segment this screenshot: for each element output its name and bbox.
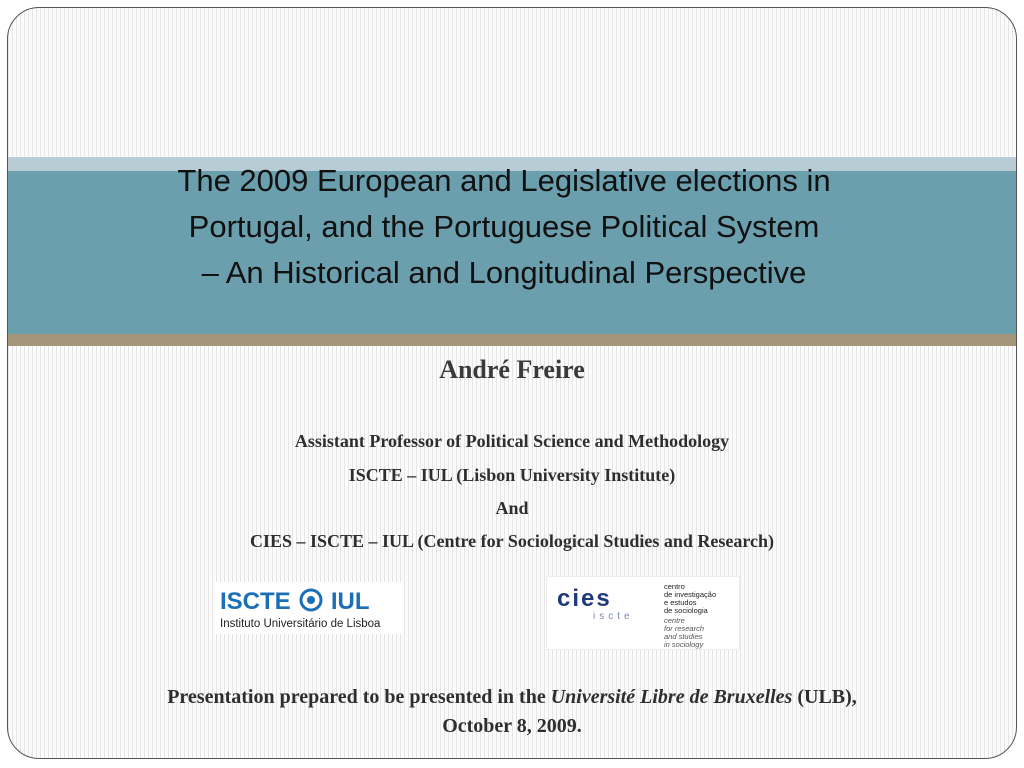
cies-en-line-4: in sociology — [664, 640, 704, 649]
footer-prefix: Presentation prepared to be presented in the — [167, 686, 546, 708]
cies-en-lines — [664, 617, 736, 649]
iscte-logo-word: ISCTE — [220, 588, 291, 615]
cies-en-line-3: and studies — [664, 632, 703, 641]
title-line-1: The 2009 European and Legislative elections in — [177, 163, 831, 198]
presentation-footer — [40, 683, 984, 741]
affiliation-conjunction: And — [495, 498, 529, 518]
footer-institution: Université Libre de Bruxelles — [550, 686, 793, 708]
iscte-iul-logo — [214, 582, 404, 634]
cies-logo-word: cies — [557, 585, 612, 612]
cies-logo-description — [664, 583, 736, 649]
footer-date: October 8, 2009. — [442, 715, 582, 737]
cies-logo-sub: iscte — [593, 611, 634, 622]
cies-pt-line-4: de sociologia — [664, 606, 708, 615]
cies-en-line-1: centre — [664, 616, 685, 625]
affiliation-institute: ISCTE – IUL (Lisbon University Institute) — [348, 465, 676, 485]
slide-title — [60, 158, 948, 296]
title-line-3: – An Historical and Longitudinal Perspective — [201, 255, 807, 290]
footer-line-1 — [40, 683, 984, 712]
cies-logo — [546, 576, 740, 650]
author-name: André Freire — [439, 355, 585, 384]
affiliation-research-centre: CIES – ISCTE – IUL (Centre for Sociological Studies and Research) — [249, 531, 775, 551]
cies-en-line-2: for research — [664, 624, 705, 633]
title-bottom-accent-band — [8, 334, 1016, 346]
cies-pt-line-2: de investigação — [664, 590, 717, 599]
footer-suffix: (ULB), — [797, 686, 857, 708]
iul-logo-word: IUL — [330, 588, 370, 615]
affiliation-position: Assistant Professor of Political Science and Methodology — [294, 431, 730, 451]
iscte-logo-subtitle: Instituto Universitário de Lisboa — [220, 618, 381, 630]
cies-pt-line-1: centro — [664, 582, 685, 591]
cies-pt-line-3: e estudos — [664, 598, 697, 607]
title-line-2: Portugal, and the Portuguese Political System — [188, 209, 820, 244]
globe-icon — [299, 588, 323, 616]
